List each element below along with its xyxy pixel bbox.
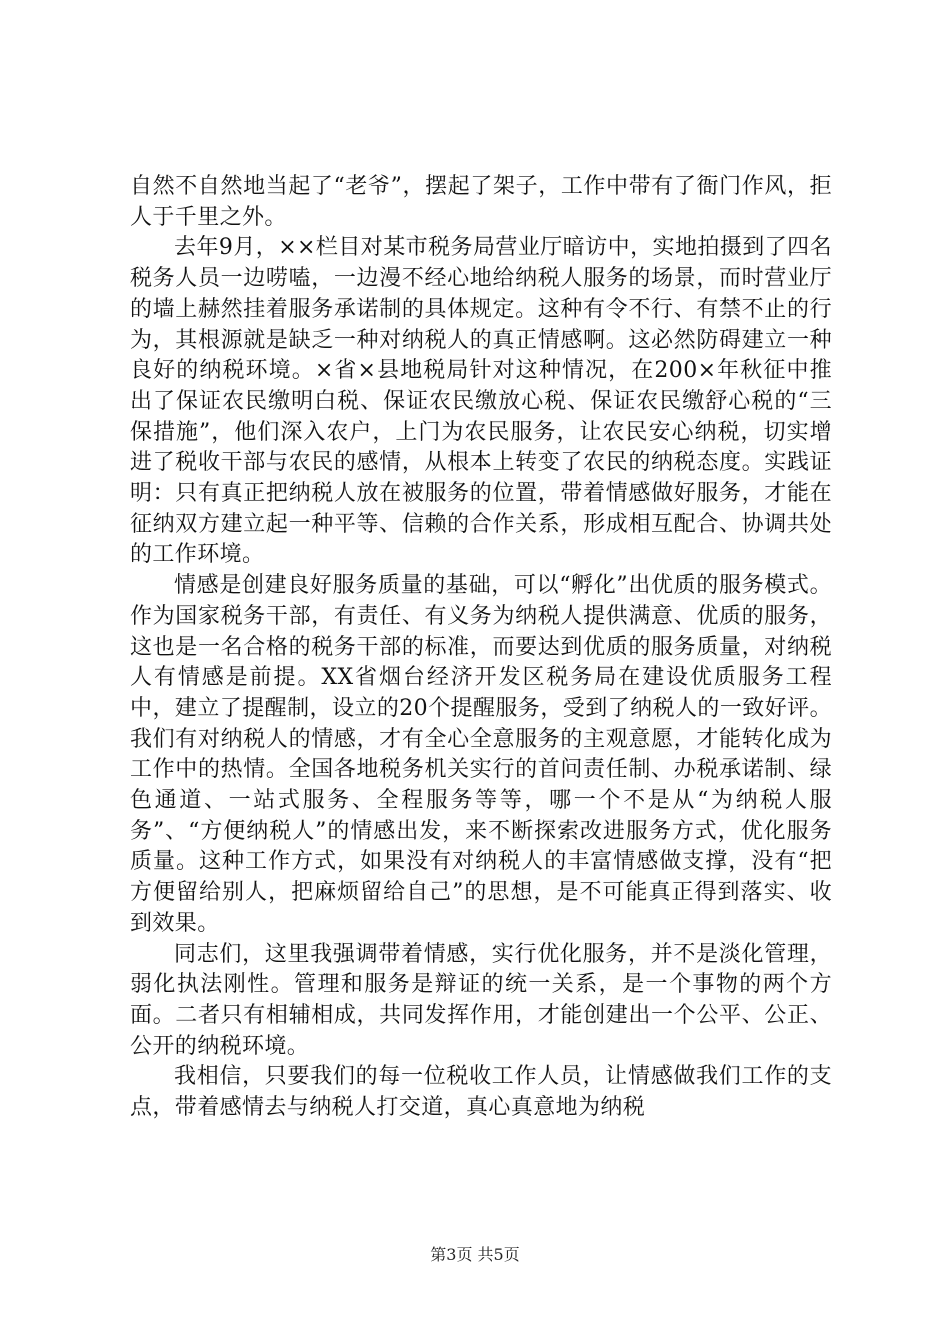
page-number-footer: 第3页 共5页 — [430, 1245, 520, 1264]
paragraph-3: 情感是创建良好服务质量的基础，可以“孵化”出优质的服务模式。作为国家税务干部，有责任、有义务为纳税人提供满意、优质的服务，这也是一名合格的税务干部的标准，而要达到优质的服务质量，对纳税人有情感是前提。XX省烟台经济开发区税务局在建设优质服务工程中，建立了提醒制，设立的20个提醒服务，受到了纳税人的一致好评。我们有对纳税人的情感，才有全心全意服务的主观意愿，才能转化成为工作中的热情。全国各地税务机关实行的首问责任制、办税承诺制、绿色通道、一站式服务、全程服务等等，哪一个不是从“为纳税人服务”、“方便纳税人”的情感出发，来不断探索改进服务方式，优化服务质量。这种工作方式，如果没有对纳税人的丰富情感做支撑，没有“把方便留给别人，把麻烦留给自己”的思想，是不可能真正得到落实、收到效果。 — [130, 573, 832, 936]
paragraph-5: 我相信，只要我们的每一位税收工作人员，让情感做我们工作的支点，带着感情去与纳税人打交道，真心真意地为纳税 — [130, 1064, 832, 1121]
paragraph-1: 自然不自然地当起了“老爷”，摆起了架子，工作中带有了衙门作风，拒人于千里之外。 — [130, 174, 832, 230]
document-body — [130, 172, 832, 1124]
paragraph-4: 同志们，这里我强调带着情感，实行优化服务，并不是淡化管理，弱化执法刚性。管理和服务是辩证的统一关系，是一个事物的两个方面。二者只有相辅相成，共同发挥作用，才能创建出一个公平、公正、公开的纳税环境。 — [130, 941, 832, 1059]
paragraph-2: 去年9月，××栏目对某市税务局营业厅暗访中，实地拍摄到了四名税务人员一边唠嗑，一边漫不经心地给纳税人服务的场景，而时营业厅的墙上赫然挂着服务承诺制的具体规定。这种有令不行、有禁不止的行为，其根源就是缺乏一种对纳税人的真正情感啊。这必然防碍建立一种良好的纳税环境。×省×县地税局针对这种情况，在200×年秋征中推出了保证农民缴明白税、保证农民缴放心税、保证农民缴舒心税的“三保措施”，他们深入农户，上门为农民服务，让农民安心纳税，切实增进了税收干部与农民的感情，从根本上转变了农民的纳税态度。实践证明：只有真正把纳税人放在被服务的位置，带着情感做好服务，才能在征纳双方建立起一种平等、信赖的合作关系，形成相互配合、协调共处的工作环境。 — [130, 235, 832, 568]
